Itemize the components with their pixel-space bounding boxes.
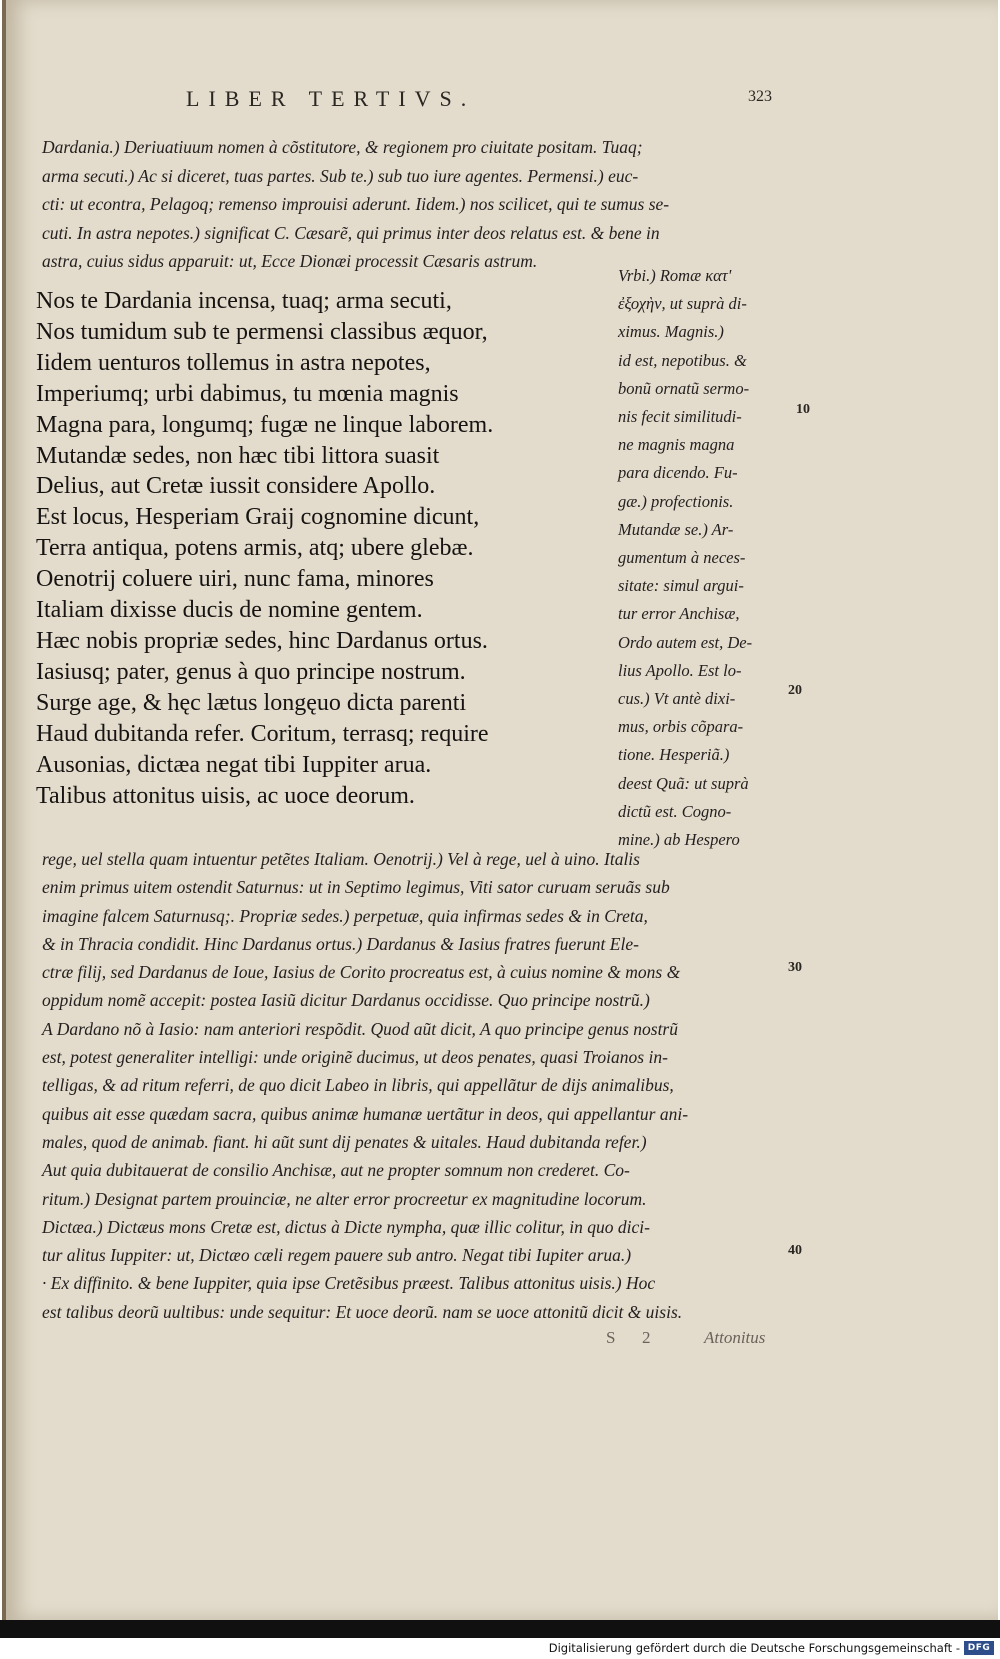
verse-line: Talibus attonitus uisis, ac uoce deorum. <box>36 782 415 809</box>
commentary-line: cti: ut econtra, Pelagoq; remenso improuisi aderunt. Iidem.) nos scilicet, qui te sumus se- <box>42 194 670 215</box>
margin-note-line: gæ.) profectionis. <box>618 491 734 511</box>
margin-note-line: nis fecit similitudi- <box>618 407 742 427</box>
commentary-line: rege, uel stella quam intuentur petẽtes Italiam. Oenotrij.) Vel à rege, uel à uino. Italis <box>42 849 640 869</box>
margin-note-line: sitate: simul argui- <box>618 576 744 596</box>
commentary-bottom <box>42 845 794 1326</box>
commentary-line: arma secuti.) Ac si diceret, tuas partes. Sub te.) sub tuo iure agentes. Permensi.) euc- <box>42 165 639 186</box>
margin-note-line: Vrbi.) Romæ κατ' <box>618 266 732 285</box>
verse-line: Iidem uenturos tollemus in astra nepotes, <box>36 349 431 376</box>
verse-line: Haud dubitanda refer. Coritum, terrasq; require <box>36 720 489 747</box>
verse-line: Nos tumidum sub te permensi classibus æquor, <box>36 318 488 345</box>
verse-line: Oenotrij coluere uiri, nunc fama, minores <box>36 566 434 593</box>
verse-line: Nos te Dardania incensa, tuaq; arma secuti, <box>36 288 452 314</box>
margin-note-line: Ordo autem est, De- <box>618 632 753 652</box>
commentary-line: males, quod de animab. fiant. hi aũt sunt dij penates & uitales. Haud dubitanda refer.) <box>42 1131 647 1152</box>
margin-note-line: mine.) ab Hespero <box>618 830 740 850</box>
folio-number: 323 <box>748 88 772 105</box>
commentary-line: ritum.) Designat partem prouinciæ, ne alter error procreetur ex magnitudine locorum. <box>42 1188 647 1209</box>
verse-line: Imperiumq; urbi dabimus, tu mœnia magnis <box>36 380 459 407</box>
commentary-line: Aut quia dubitauerat de consilio Anchisæ, aut ne propter somnum non crederet. Co- <box>42 1160 630 1181</box>
commentary-line: telligas, & ad ritum referri, de quo dicit Labeo in libris, qui appellãtur de dijs animalibus, <box>42 1075 674 1096</box>
commentary-line: Dictæa.) Dictæus mons Cretæ est, dictus à Dicte nympha, quæ illic colitur, in quo dici- <box>42 1216 650 1237</box>
signature-mark: S <box>606 1328 616 1347</box>
margin-note-line: mus, orbis cõpara- <box>618 717 744 737</box>
commentary-line: astra, cuius sidus apparuit: ut, Ecce Dionæi processit Cæsaris astrum. <box>42 251 538 272</box>
margin-notes <box>618 262 798 854</box>
margin-note-line: tur error Anchisæ, <box>618 604 740 624</box>
line-number: 40 <box>788 1243 802 1258</box>
dfg-logo-icon: DFG <box>964 1641 994 1655</box>
commentary-line: ctræ filij, sed Dardanus de Ioue, Iasius de Corito procreatus est, à cuius nomine & mons & <box>42 962 681 983</box>
line-number: 20 <box>788 683 802 698</box>
verse-line: Hæc nobis propriæ sedes, hinc Dardanus ortus. <box>36 627 488 654</box>
margin-note-line: id est, nepotibus. & <box>618 350 747 370</box>
commentary-line: tur alitus Iuppiter: ut, Dictæo cæli regem pauere sub antro. Negat tibi Iupiter arua.) <box>42 1245 632 1266</box>
running-head: LIBER TERTIVS. <box>186 86 476 111</box>
margin-note-line: cus.) Vt antè dixi- <box>618 689 736 709</box>
commentary-top <box>42 133 794 276</box>
margin-note-line: para dicendo. Fu- <box>618 463 738 483</box>
commentary-line: enim primus uitem ostendit Saturnus: ut in Septimo legimus, Viti sator curuam seruãs sub <box>42 877 670 898</box>
line-number: 30 <box>788 960 802 975</box>
signature-number: 2 <box>642 1328 651 1347</box>
margin-note-line: Mutandæ se.) Ar- <box>618 519 734 539</box>
margin-note-line: deest Quã: ut suprà <box>618 773 749 793</box>
commentary-line: cuti. In astra nepotes.) significat C. Cæsarẽ, qui primus inter deos relatus est. & bene in <box>42 222 660 243</box>
verse-line: Est locus, Hesperiam Graij cognomine dicunt, <box>36 504 480 531</box>
margin-note-line: bonũ ornatũ sermo- <box>618 378 750 398</box>
margin-note-line: gumentum à neces- <box>618 548 746 568</box>
paper-leaf <box>2 0 998 1620</box>
line-number: 10 <box>796 402 810 417</box>
margin-note-line: ne magnis magna <box>618 435 735 455</box>
scan-border <box>0 1620 1000 1638</box>
verse-block <box>36 286 596 811</box>
margin-note-line: ἐξοχὴν, ut suprà di- <box>618 294 747 314</box>
margin-note-line: tione. Hesperiã.) <box>618 745 730 765</box>
commentary-line: est, potest generaliter intelligi: unde originẽ ducimus, ut deos penates, quasi Troianos in- <box>42 1047 668 1068</box>
verse-line: Italiam dixisse ducis de nomine gentem. <box>36 597 423 624</box>
verse-line: Ausonias, dictæa negat tibi Iuppiter arua. <box>36 751 432 778</box>
commentary-line: oppidum nomẽ accepit: postea Iasiũ dicitur Dardanus occidisse. Quo principe nostrũ.) <box>42 990 650 1011</box>
margin-note-line: lius Apollo. Est lo- <box>618 660 742 680</box>
commentary-line: A Dardano nõ à Iasio: nam anteriori respõdit. Quod aũt dicit, A quo principe genus nostrũ <box>42 1018 678 1039</box>
verse-line: Delius, aut Cretæ iussit considere Apollo. <box>36 473 436 500</box>
catchword: Attonitus <box>704 1328 766 1347</box>
commentary-line: imagine falcem Saturnusq;. Propriæ sedes.) perpetuæ, quia infirmas sedes & in Creta, <box>42 905 648 926</box>
commentary-line: quibus ait esse quædam sacra, quibus animæ humanæ uertãtur in deos, qui appellantur ani- <box>42 1103 689 1124</box>
commentary-line: Dardania.) Deriuatiuum nomen à cõstitutore, & regionem pro ciuitate positam. Tuaq; <box>42 137 643 157</box>
margin-note-line: dictũ est. Cogno- <box>618 801 732 821</box>
margin-note-line: ximus. Magnis.) <box>618 322 724 342</box>
funding-note: Digitalisierung gefördert durch die Deutsche Forschungsgemeinschaft - <box>548 1641 960 1655</box>
commentary-line: · Ex diffinito. & bene Iuppiter, quia ipse Cretẽsibus præest. Talibus attonitus uisis.) Hoc <box>42 1273 656 1294</box>
verse-line: Magna para, longumq; fugæ ne linque laborem. <box>36 411 494 438</box>
verse-line: Terra antiqua, potens armis, atq; ubere glebæ. <box>36 535 474 562</box>
verse-line: Iasiusq; pater, genus à quo principe nostrum. <box>36 658 466 685</box>
verse-line: Mutandæ sedes, non hæc tibi littora suasit <box>36 442 440 469</box>
digitization-footer <box>0 1638 1000 1659</box>
commentary-line: & in Thracia condidit. Hinc Dardanus ortus.) Dardanus & Iasius fratres fuerunt Ele- <box>42 933 639 954</box>
verse-line: Surge age, & hęc lætus longęuo dicta parenti <box>36 689 467 716</box>
commentary-line: est talibus deorũ uultibus: unde sequitur: Et uoce deorũ. nam se uoce attonitũ dicit & uisis. <box>42 1301 683 1322</box>
